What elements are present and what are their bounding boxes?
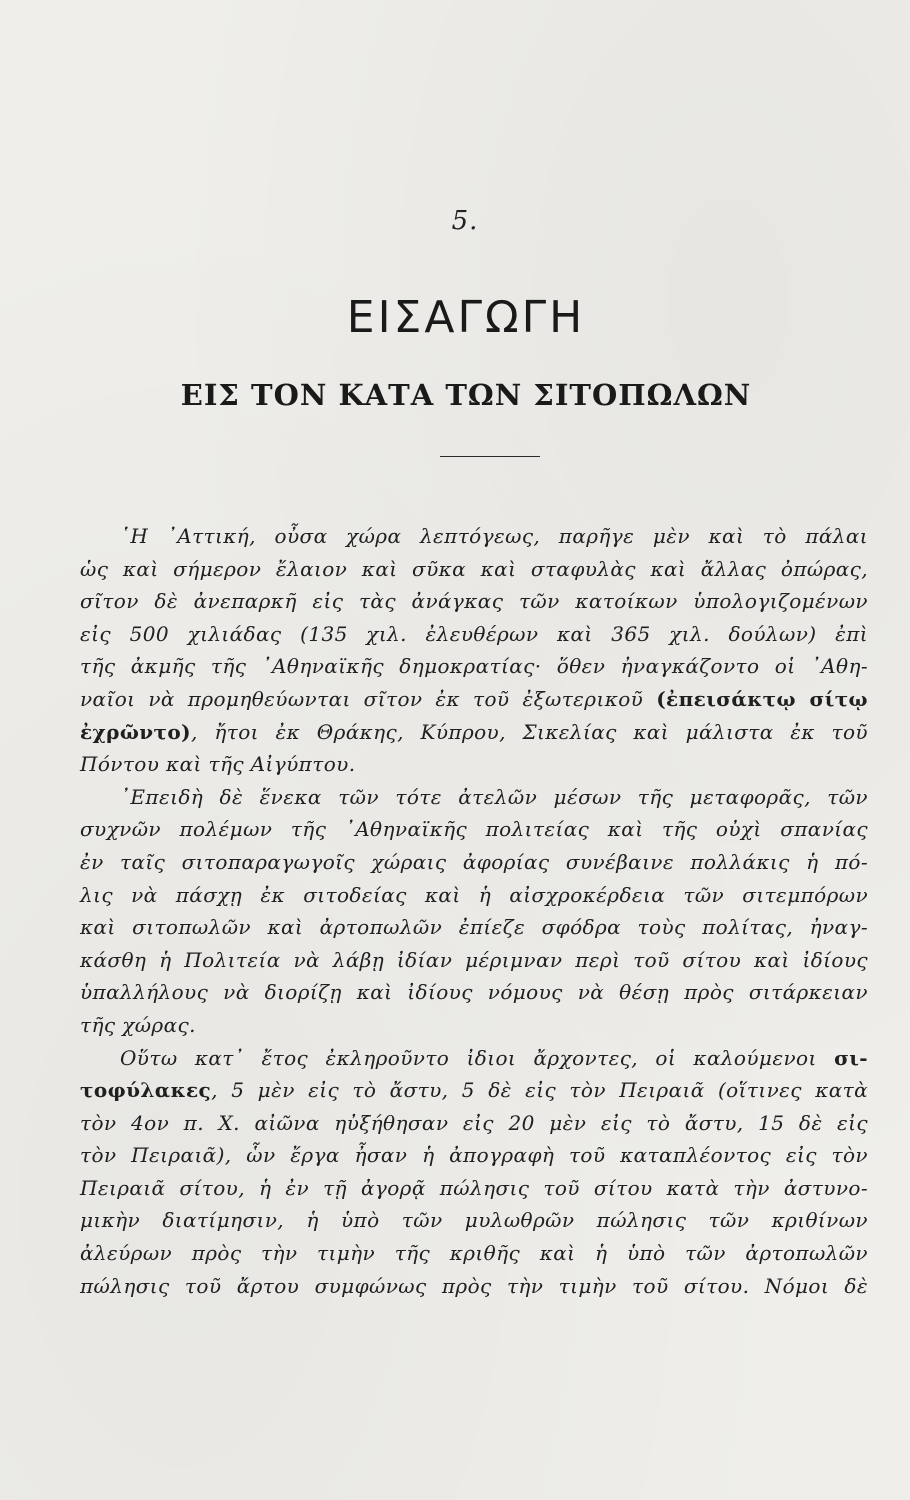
text-line: καὶ σιτοπωλῶν καὶ ἀρτοπωλῶν ἐπίεζε σφόδρα τοὺς πολίτας, ἠναγ- bbox=[80, 915, 868, 940]
text-line: τὸν 4ον π. Χ. αἰῶνα ηὐξήθησαν εἰς 20 μὲν εἰς τὸ ἄστυ, 15 δὲ εἰς bbox=[80, 1110, 868, 1135]
text-line bbox=[80, 1074, 868, 1107]
text-segment: , 5 μὲν εἰς τὸ ἄστυ, 5 δὲ εἰς τὸν Πειραιᾶ (οἵτινες κατὰ bbox=[211, 1078, 868, 1103]
emphasized-text: σι- bbox=[834, 1045, 868, 1070]
text-line: ὑπαλλήλους νὰ διορίζῃ καὶ ἰδίους νόμους νὰ θέσῃ πρὸς σιτάρκειαν bbox=[80, 980, 868, 1005]
page-subtitle: ΕΙΣ ΤΟΝ ΚΑΤΑ ΤΩΝ ΣΙΤΟΠΩΛΩΝ bbox=[180, 378, 752, 412]
text-line: Πόντου καὶ τῆς Αἰγύπτου. bbox=[80, 752, 356, 777]
text-line: εἰς 500 χιλιάδας (135 χιλ. ἐλευθέρων καὶ 365 χιλ. δούλων) ἐπὶ bbox=[80, 621, 868, 646]
text-line: μικὴν διατίμησιν, ἡ ὑπὸ τῶν μυλωθρῶν πώλησις τῶν κριθίνων bbox=[80, 1208, 868, 1233]
text-line: σῖτον δὲ ἀνεπαρκῆ εἰς τὰς ἀνάγκας τῶν κατοίκων ὑπολογιζομένων bbox=[80, 589, 868, 614]
emphasized-text: τοφύλακες bbox=[80, 1078, 212, 1103]
page-title: ΕΙΣΑΓΩΓΗ bbox=[346, 292, 586, 343]
text-line: Πειραιᾶ σίτου, ἡ ἐν τῇ ἀγορᾷ πώλησις τοῦ σίτου κατὰ τὴν ἀστυνο- bbox=[80, 1175, 868, 1200]
text-line bbox=[80, 716, 868, 749]
body-text bbox=[80, 520, 868, 1302]
text-line: τὸν Πειραιᾶ), ὧν ἔργα ἦσαν ἡ ἀπογραφὴ τοῦ καταπλέοντος εἰς τὸν bbox=[80, 1143, 868, 1168]
text-line: συχνῶν πολέμων τῆς ᾿Αθηναϊκῆς πολιτείας καὶ τῆς οὐχὶ σπανίας bbox=[80, 817, 868, 842]
text-line: κάσθη ἡ Πολιτεία νὰ λάβῃ ἰδίαν μέριμναν περὶ τοῦ σίτου καὶ ἰδίους bbox=[80, 947, 868, 972]
text-line: τῆς ἀκμῆς τῆς ᾿Αθηναϊκῆς δημοκρατίας· ὅθεν ἠναγκάζοντο οἱ ᾿Αθη- bbox=[80, 654, 868, 679]
text-line: τῆς χώρας. bbox=[80, 1012, 196, 1037]
text-segment: ναῖοι νὰ προμηθεύωνται σῖτον ἐκ τοῦ ἐξωτερικοῦ bbox=[80, 686, 657, 711]
text-segment: , ἤτοι ἐκ Θράκης, Κύπρου, Σικελίας καὶ μάλιστα ἐκ τοῦ bbox=[191, 719, 868, 744]
emphasized-text: ἐχρῶντο) bbox=[80, 719, 191, 744]
text-line: ἀλεύρων πρὸς τὴν τιμὴν τῆς κριθῆς καὶ ἡ ὑπὸ τῶν ἀρτοπωλῶν bbox=[80, 1241, 868, 1266]
text-line: λις νὰ πάσχῃ ἐκ σιτοδείας καὶ ἡ αἰσχροκέρδεια τῶν σιτεμπόρων bbox=[80, 882, 868, 907]
text-line bbox=[80, 683, 868, 716]
emphasized-text: (ἐπεισάκτῳ σίτῳ bbox=[656, 686, 869, 711]
title-divider bbox=[440, 456, 540, 457]
text-line: ἐν ταῖς σιτοπαραγωγοῖς χώραις ἀφορίας συνέβαινε πολλάκις ἡ πό- bbox=[80, 849, 868, 874]
text-line: πώλησις τοῦ ἄρτου συμφώνως πρὸς τὴν τιμὴν τοῦ σίτου. Νόμοι δὲ bbox=[80, 1273, 868, 1298]
text-line: ᾿Επειδὴ δὲ ἕνεκα τῶν τότε ἀτελῶν μέσων τῆς μεταφορᾶς, τῶν bbox=[120, 784, 868, 809]
text-line: ὡς καὶ σήμερον ἔλαιον καὶ σῦκα καὶ σταφυλὰς καὶ ἄλλας ὀπώρας, bbox=[80, 556, 868, 581]
page-number: 5. bbox=[451, 206, 479, 236]
text-segment: Οὕτω κατ᾿ ἔτος ἐκληροῦντο ἰδιοι ἄρχοντες, οἱ καλούμενοι bbox=[120, 1045, 835, 1070]
text-line bbox=[80, 1042, 868, 1075]
text-line: ῾Η ᾿Αττική, οὖσα χώρα λεπτόγεως, παρῆγε μὲν καὶ τὸ πάλαι bbox=[120, 524, 868, 548]
